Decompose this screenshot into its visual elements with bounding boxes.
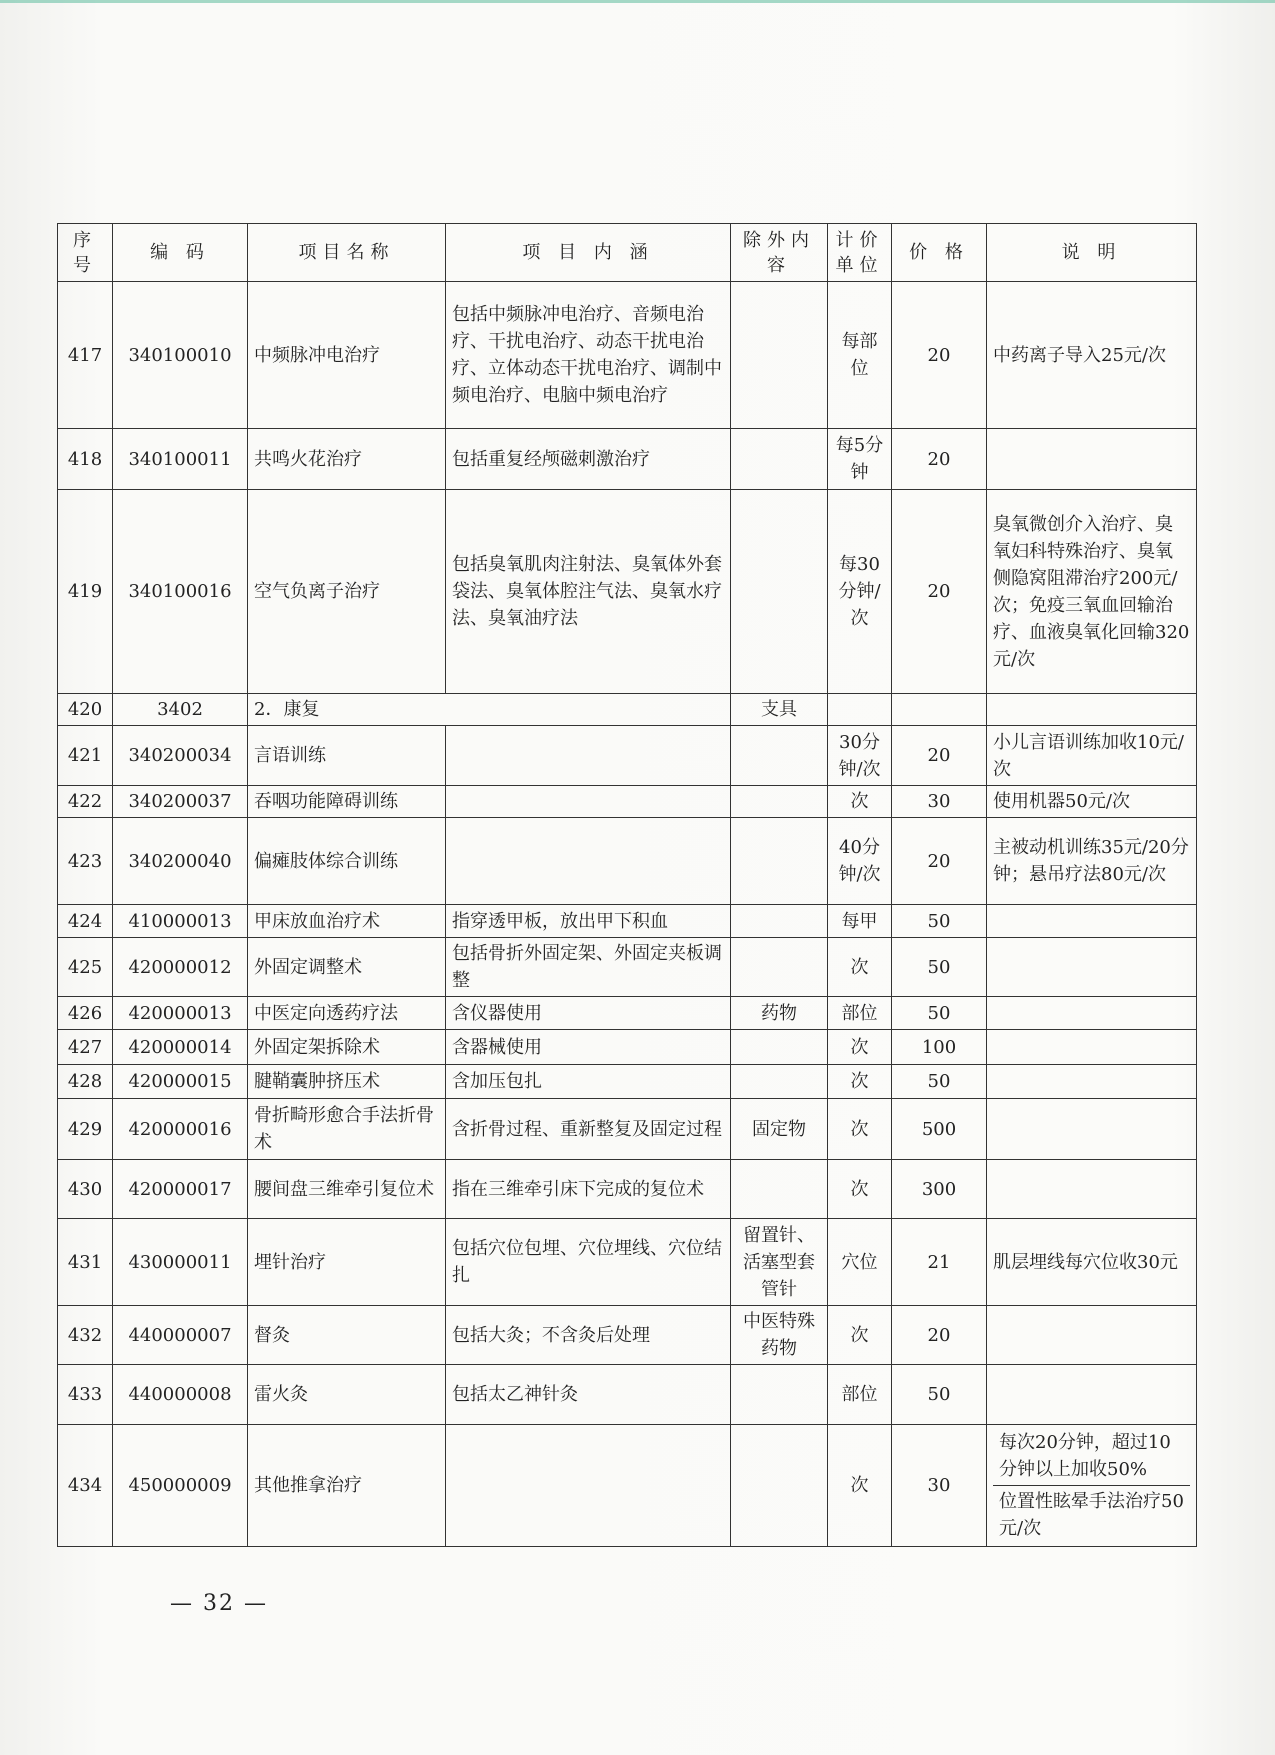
row-code: 420000015 [113, 1065, 248, 1099]
row-seq: 419 [58, 490, 113, 694]
section-empty-unit [828, 694, 892, 726]
section-code: 3402 [113, 694, 248, 726]
table-header-row [58, 224, 1197, 282]
row-note [987, 1160, 1197, 1219]
row-name: 空气负离子治疗 [248, 490, 446, 694]
row-excluded: 固定物 [731, 1099, 828, 1160]
row-price: 30 [892, 786, 987, 818]
row-seq: 422 [58, 786, 113, 818]
row-code: 430000011 [113, 1219, 248, 1306]
table-row [58, 1425, 1197, 1547]
table-row [58, 1030, 1197, 1065]
row-name: 腱鞘囊肿挤压术 [248, 1065, 446, 1099]
table-row [58, 1365, 1197, 1425]
row-content: 指穿透甲板，放出甲下积血 [446, 905, 731, 938]
row-unit: 次 [828, 1099, 892, 1160]
row-excluded [731, 786, 828, 818]
row-name: 腰间盘三维牵引复位术 [248, 1160, 446, 1219]
table-row [58, 282, 1197, 429]
row-content: 包括太乙神针灸 [446, 1365, 731, 1425]
row-content [446, 818, 731, 905]
row-note [987, 1425, 1197, 1547]
row-seq: 426 [58, 997, 113, 1030]
row-excluded [731, 1365, 828, 1425]
row-excluded [731, 490, 828, 694]
row-seq: 432 [58, 1306, 113, 1365]
header-price: 价 格 [892, 224, 987, 282]
row-unit: 次 [828, 786, 892, 818]
row-note [987, 1030, 1197, 1065]
row-note: 中药离子导入25元/次 [987, 282, 1197, 429]
header-seq: 序号 [58, 224, 113, 282]
table-row [58, 786, 1197, 818]
row-note [987, 938, 1197, 997]
row-unit: 次 [828, 1160, 892, 1219]
row-seq: 421 [58, 726, 113, 786]
row-name: 骨折畸形愈合手法折骨术 [248, 1099, 446, 1160]
table-row [58, 1219, 1197, 1306]
row-code: 340200034 [113, 726, 248, 786]
row-code: 340200037 [113, 786, 248, 818]
row-price: 30 [892, 1425, 987, 1547]
row-code: 410000013 [113, 905, 248, 938]
row-price: 50 [892, 1065, 987, 1099]
row-content: 包括大灸；不含灸后处理 [446, 1306, 731, 1365]
row-price: 100 [892, 1030, 987, 1065]
section-excluded: 支具 [731, 694, 828, 726]
row-unit: 每甲 [828, 905, 892, 938]
row-note [987, 997, 1197, 1030]
row-unit: 次 [828, 1030, 892, 1065]
row-price: 50 [892, 905, 987, 938]
row-code: 440000007 [113, 1306, 248, 1365]
table-row [58, 938, 1197, 997]
row-code: 420000012 [113, 938, 248, 997]
header-note: 说 明 [987, 224, 1197, 282]
row-note [987, 1099, 1197, 1160]
row-seq: 430 [58, 1160, 113, 1219]
row-note: 臭氧微创介入治疗、臭氧妇科特殊治疗、臭氧侧隐窝阻滞治疗200元/次；免疫三氧血回输治疗、血液臭氧化回输320元/次 [987, 490, 1197, 694]
row-excluded [731, 429, 828, 490]
row-content [446, 1425, 731, 1547]
row-name: 埋针治疗 [248, 1219, 446, 1306]
row-unit: 次 [828, 1425, 892, 1547]
row-name: 共鸣火花治疗 [248, 429, 446, 490]
row-name: 雷火灸 [248, 1365, 446, 1425]
row-excluded: 药物 [731, 997, 828, 1030]
row-code: 340100016 [113, 490, 248, 694]
row-name: 偏瘫肢体综合训练 [248, 818, 446, 905]
row-content: 包括骨折外固定架、外固定夹板调整 [446, 938, 731, 997]
row-code: 450000009 [113, 1425, 248, 1547]
row-seq: 431 [58, 1219, 113, 1306]
row-name: 其他推拿治疗 [248, 1425, 446, 1547]
row-name: 甲床放血治疗术 [248, 905, 446, 938]
row-name: 中医定向透药疗法 [248, 997, 446, 1030]
row-excluded [731, 1160, 828, 1219]
header-unit: 计价单位 [828, 224, 892, 282]
row-seq: 434 [58, 1425, 113, 1547]
row-excluded [731, 905, 828, 938]
row-note [987, 429, 1197, 490]
row-code: 420000016 [113, 1099, 248, 1160]
row-seq: 425 [58, 938, 113, 997]
row-content: 包括中频脉冲电治疗、音频电治疗、干扰电治疗、动态干扰电治疗、立体动态干扰电治疗、调制中频电治疗、电脑中频电治疗 [446, 282, 731, 429]
row-excluded [731, 1065, 828, 1099]
row-price: 500 [892, 1099, 987, 1160]
row-name: 外固定架拆除术 [248, 1030, 446, 1065]
section-row [58, 694, 1197, 726]
row-price: 300 [892, 1160, 987, 1219]
row-code: 340100011 [113, 429, 248, 490]
fee-table [57, 223, 1197, 1547]
header-name: 项目名称 [248, 224, 446, 282]
row-unit: 每部位 [828, 282, 892, 429]
table-row [58, 726, 1197, 786]
row-name: 中频脉冲电治疗 [248, 282, 446, 429]
row-price: 20 [892, 282, 987, 429]
row-seq: 428 [58, 1065, 113, 1099]
row-excluded [731, 1030, 828, 1065]
table-row [58, 905, 1197, 938]
section-empty-note [987, 694, 1197, 726]
row-content [446, 786, 731, 818]
table-row [58, 997, 1197, 1030]
row-excluded: 中医特殊药物 [731, 1306, 828, 1365]
row-code: 340100010 [113, 282, 248, 429]
row-content: 包括重复经颅磁刺激治疗 [446, 429, 731, 490]
row-seq: 417 [58, 282, 113, 429]
row-note [987, 1065, 1197, 1099]
table-row [58, 429, 1197, 490]
row-seq: 418 [58, 429, 113, 490]
row-note-part-1: 每次20分钟，超过10分钟以上加收50% [999, 1432, 1171, 1480]
row-price: 20 [892, 726, 987, 786]
row-unit: 40分钟/次 [828, 818, 892, 905]
row-excluded [731, 282, 828, 429]
row-unit: 部位 [828, 1365, 892, 1425]
row-code: 420000014 [113, 1030, 248, 1065]
row-note: 小儿言语训练加收10元/次 [987, 726, 1197, 786]
row-seq: 424 [58, 905, 113, 938]
row-price: 50 [892, 1365, 987, 1425]
row-code: 440000008 [113, 1365, 248, 1425]
row-code: 420000017 [113, 1160, 248, 1219]
row-excluded [731, 726, 828, 786]
row-content: 指在三维牵引床下完成的复位术 [446, 1160, 731, 1219]
header-content: 项 目 内 涵 [446, 224, 731, 282]
row-note [987, 905, 1197, 938]
page-number: — 32 — [170, 1591, 268, 1616]
table-row [58, 1065, 1197, 1099]
table-row [58, 1306, 1197, 1365]
scan-edge [0, 0, 1275, 3]
row-code: 420000013 [113, 997, 248, 1030]
row-price: 20 [892, 818, 987, 905]
header-code: 编 码 [113, 224, 248, 282]
row-note [987, 1306, 1197, 1365]
row-price: 20 [892, 490, 987, 694]
table-row [58, 1099, 1197, 1160]
row-excluded: 留置针、活塞型套管针 [731, 1219, 828, 1306]
row-excluded [731, 938, 828, 997]
row-price: 50 [892, 938, 987, 997]
row-seq: 433 [58, 1365, 113, 1425]
row-note-part-2: 位置性眩晕手法治疗50元/次 [993, 1485, 1190, 1544]
row-note: 主被动机训练35元/20分钟；悬吊疗法80元/次 [987, 818, 1197, 905]
section-seq: 420 [58, 694, 113, 726]
row-code: 340200040 [113, 818, 248, 905]
row-unit: 次 [828, 938, 892, 997]
row-excluded [731, 818, 828, 905]
section-title: 2．康复 [248, 694, 731, 726]
row-content: 含器械使用 [446, 1030, 731, 1065]
section-empty-price [892, 694, 987, 726]
row-unit: 次 [828, 1065, 892, 1099]
row-unit: 部位 [828, 997, 892, 1030]
row-excluded [731, 1425, 828, 1547]
row-price: 50 [892, 997, 987, 1030]
row-name: 言语训练 [248, 726, 446, 786]
row-note: 肌层埋线每穴位收30元 [987, 1219, 1197, 1306]
row-unit: 次 [828, 1306, 892, 1365]
row-content [446, 726, 731, 786]
row-content: 含仪器使用 [446, 997, 731, 1030]
row-name: 吞咽功能障碍训练 [248, 786, 446, 818]
row-content: 含加压包扎 [446, 1065, 731, 1099]
row-unit: 每30分钟/次 [828, 490, 892, 694]
row-price: 20 [892, 1306, 987, 1365]
row-content: 含折骨过程、重新整复及固定过程 [446, 1099, 731, 1160]
row-note: 使用机器50元/次 [987, 786, 1197, 818]
row-price: 20 [892, 429, 987, 490]
table-row [58, 490, 1197, 694]
row-price: 21 [892, 1219, 987, 1306]
row-name: 督灸 [248, 1306, 446, 1365]
row-unit: 30分钟/次 [828, 726, 892, 786]
row-unit: 穴位 [828, 1219, 892, 1306]
table-row [58, 818, 1197, 905]
row-seq: 423 [58, 818, 113, 905]
row-note [987, 1365, 1197, 1425]
row-name: 外固定调整术 [248, 938, 446, 997]
row-unit: 每5分钟 [828, 429, 892, 490]
row-content: 包括臭氧肌肉注射法、臭氧体外套袋法、臭氧体腔注气法、臭氧水疗法、臭氧油疗法 [446, 490, 731, 694]
header-excluded: 除外内容 [731, 224, 828, 282]
row-seq: 427 [58, 1030, 113, 1065]
row-content: 包括穴位包埋、穴位埋线、穴位结扎 [446, 1219, 731, 1306]
row-seq: 429 [58, 1099, 113, 1160]
table-row [58, 1160, 1197, 1219]
